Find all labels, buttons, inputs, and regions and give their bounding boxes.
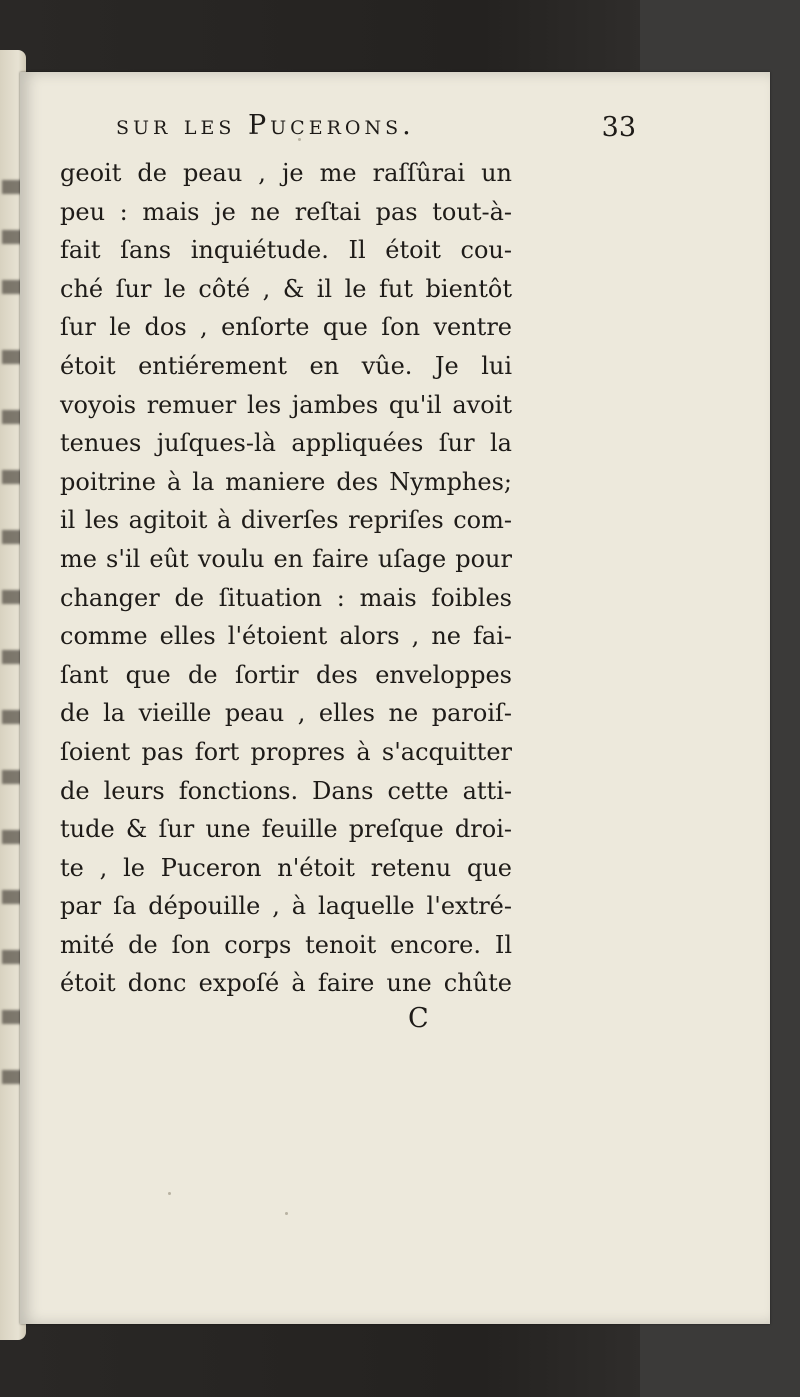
signature-mark: C xyxy=(408,1003,429,1034)
paper-speck xyxy=(168,1192,171,1195)
text-line: poitrine à la maniere des Nymphes; xyxy=(60,467,512,496)
text-line: ſur le dos , enſorte que ſon ventre xyxy=(60,313,512,342)
text-line: ché ſur le côté , & il le fut bientôt xyxy=(60,274,512,303)
text-line: te , le Puceron n'étoit retenu que xyxy=(60,853,512,882)
text-line: geoit de peau , je me raſſûrai un xyxy=(60,159,512,187)
text-line: tenues juſques-là appliquées ſur la xyxy=(60,429,512,458)
text-line: étoit entiérement en vûe. Je lui xyxy=(60,351,512,380)
text-line: ſant que de ſortir des enveloppes xyxy=(60,660,512,689)
text-line: par ſa dépouille , à laquelle l'extré- xyxy=(60,892,512,921)
text-line: ſoient pas fort propres à s'acquitter xyxy=(60,737,512,766)
text-line: changer de ſituation : mais foibles xyxy=(60,583,512,612)
text-line: fait ſans inquiétude. Il étoit cou- xyxy=(60,236,512,265)
text-line: de la vieille peau , elles ne paroiſ- xyxy=(60,699,512,728)
paper-speck xyxy=(285,1212,288,1215)
page-header xyxy=(116,110,636,150)
text-line: peu : mais je ne reſtai pas tout-à- xyxy=(60,197,512,226)
text-line: mité de ſon corps tenoit encore. Il xyxy=(60,930,512,959)
page-number: 33 xyxy=(601,112,636,143)
text-line: voyois remuer les jambes qu'il avoit xyxy=(60,390,512,419)
text-line: il les agitoit à diverſes repriſes com- xyxy=(60,506,512,535)
body-text xyxy=(60,154,512,1003)
running-title: sur les Pucerons. xyxy=(116,110,415,141)
text-line: de leurs fonctions. Dans cette atti- xyxy=(60,776,512,805)
text-line: me s'il eût voulu en faire uſage pour xyxy=(60,544,512,573)
text-line: comme elles l'étoient alors , ne fai- xyxy=(60,622,512,651)
text-line: étoit donc expoſé à faire une chûte xyxy=(60,969,512,998)
text-line: tude & ſur une feuille preſque droi- xyxy=(60,815,512,844)
